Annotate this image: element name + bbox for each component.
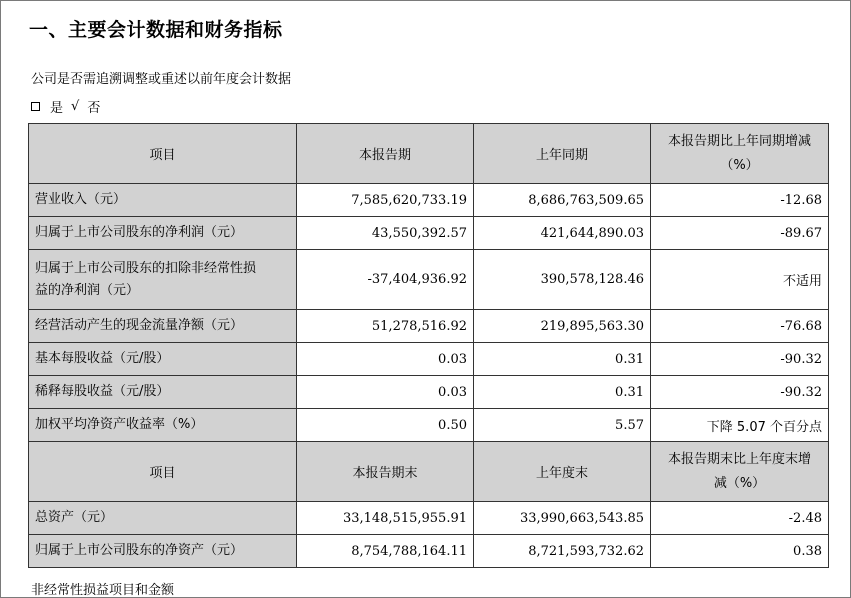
row-label: 归属于上市公司股东的净资产（元） <box>29 535 297 568</box>
row-change: -89.67 <box>651 217 829 250</box>
restatement-options <box>31 97 100 116</box>
table-row <box>29 535 829 568</box>
row-change: -90.32 <box>651 376 829 409</box>
row-change: -76.68 <box>651 310 829 343</box>
header-change <box>651 124 829 184</box>
row-label: 基本每股收益（元/股） <box>29 343 297 376</box>
table-row <box>29 217 829 250</box>
row-prior: 5.57 <box>474 409 651 442</box>
row-label: 经营活动产生的现金流量净额（元） <box>29 310 297 343</box>
row-current: 33,148,515,955.91 <box>297 502 474 535</box>
table-row <box>29 343 829 376</box>
row-change: 不适用 <box>651 250 829 310</box>
table-header-row <box>29 442 829 502</box>
header-current-period: 本报告期 <box>297 124 474 184</box>
row-label: 稀释每股收益（元/股） <box>29 376 297 409</box>
row-prior: 8,686,763,509.65 <box>474 184 651 217</box>
row-change: 0.38 <box>651 535 829 568</box>
table-row <box>29 502 829 535</box>
table-row <box>29 310 829 343</box>
header-change-line1: 本报告期比上年同期增减 <box>667 133 811 149</box>
financial-data-table <box>28 123 829 568</box>
row-label <box>29 250 297 310</box>
row-prior: 219,895,563.30 <box>474 310 651 343</box>
row-label-line2: 益的净利润（元） <box>35 282 140 298</box>
row-prior: 0.31 <box>474 376 651 409</box>
row-current: -37,404,936.92 <box>297 250 474 310</box>
option-no: 否 <box>87 101 101 116</box>
row-prior: 0.31 <box>474 343 651 376</box>
table-header-row <box>29 124 829 184</box>
row-current: 0.03 <box>297 376 474 409</box>
row-label-line1: 归属于上市公司股东的扣除非经常性损 <box>35 260 257 276</box>
non-recurring-items-caption: 非经常性损益项目和金额 <box>31 583 175 598</box>
header-period-end: 本报告期末 <box>297 442 474 502</box>
check-mark-icon: √ <box>71 99 80 114</box>
row-change: -12.68 <box>651 184 829 217</box>
row-current: 7,585,620,733.19 <box>297 184 474 217</box>
row-current: 8,754,788,164.11 <box>297 535 474 568</box>
header-change-line2: 减（%） <box>713 475 766 491</box>
checkbox-icon <box>31 102 40 111</box>
row-label: 归属于上市公司股东的净利润（元） <box>29 217 297 250</box>
header-item: 项目 <box>29 442 297 502</box>
header-change <box>651 442 829 502</box>
row-prior: 8,721,593,732.62 <box>474 535 651 568</box>
row-prior: 33,990,663,543.85 <box>474 502 651 535</box>
table-row <box>29 409 829 442</box>
row-current: 51,278,516.92 <box>297 310 474 343</box>
row-current: 0.50 <box>297 409 474 442</box>
header-change-line2: （%） <box>720 157 759 173</box>
restatement-question: 公司是否需追溯调整或重述以前年度会计数据 <box>31 72 292 87</box>
row-change: 下降 5.07 个百分点 <box>651 409 829 442</box>
row-current: 43,550,392.57 <box>297 217 474 250</box>
row-prior: 390,578,128.46 <box>474 250 651 310</box>
row-change: -2.48 <box>651 502 829 535</box>
header-item: 项目 <box>29 124 297 184</box>
section-heading: 一、主要会计数据和财务指标 <box>29 19 283 41</box>
row-label: 加权平均净资产收益率（%） <box>29 409 297 442</box>
table-row <box>29 184 829 217</box>
row-label: 总资产（元） <box>29 502 297 535</box>
table-row <box>29 250 829 310</box>
row-current: 0.03 <box>297 343 474 376</box>
table-row <box>29 376 829 409</box>
row-prior: 421,644,890.03 <box>474 217 651 250</box>
header-prior-year-end: 上年度末 <box>474 442 651 502</box>
header-change-line1: 本报告期末比上年度末增 <box>667 451 811 467</box>
row-label: 营业收入（元） <box>29 184 297 217</box>
header-prior-period: 上年同期 <box>474 124 651 184</box>
row-change: -90.32 <box>651 343 829 376</box>
option-yes: 是 <box>50 101 64 116</box>
